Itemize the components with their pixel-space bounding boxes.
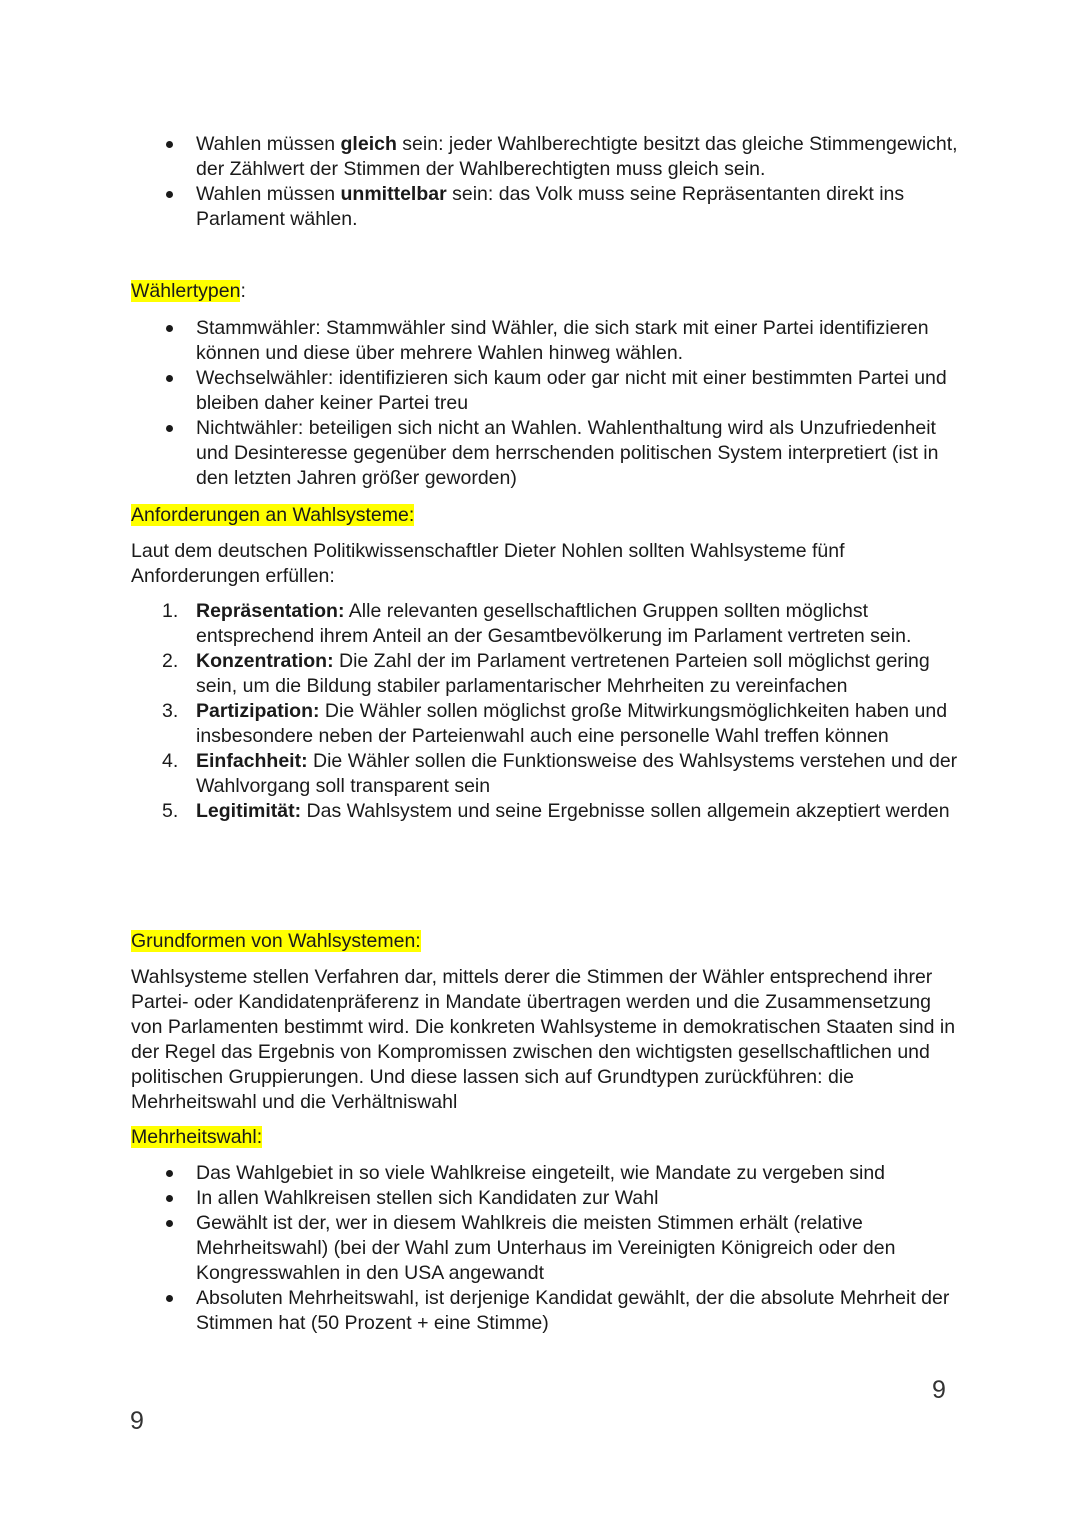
highlighted-heading: Wählertypen — [131, 280, 241, 302]
bold-term: Einfachheit: — [196, 750, 308, 772]
page-number-right: 9 — [932, 1376, 946, 1404]
list-number: 2. — [162, 650, 179, 672]
list-item: Wechselwähler: identifizieren sich kaum oder gar nicht mit einer bestimmten Partei und bleiben daher keiner Partei treu — [131, 366, 961, 416]
bold-term: Konzentration: — [196, 650, 334, 672]
heading-waehlertypen: Wählertypen: — [131, 280, 246, 302]
list-item: Wahlen müssen gleich sein: jeder Wahlberechtigte besitzt das gleiche Stimmengewicht, der Zählwert der Stimmen der Wahlberechtigten muss gleich sein. — [131, 132, 961, 182]
waehlertypen-list — [131, 316, 961, 491]
list-item: 5. Legitimität: Das Wahlsystem und seine Ergebnisse sollen allgemein akzeptiert werden — [162, 800, 950, 822]
list-number: 1. — [162, 600, 179, 622]
list-number: 3. — [162, 700, 179, 722]
list-item: Absoluten Mehrheitswahl, ist derjenige Kandidat gewählt, der die absolute Mehrheit der Stimmen hat (50 Prozent + eine Stimme) — [131, 1286, 961, 1336]
list-item: Stammwähler: Stammwähler sind Wähler, die sich stark mit einer Partei identifizieren können und diese über mehrere Wahlen hinweg wählen. — [131, 316, 961, 366]
grundformen-text: Wahlsysteme stellen Verfahren dar, mittels derer die Stimmen der Wähler entsprechend ihrer Partei- oder Kandidatenpräferenz in Mandate übertragen werden und die Zusammensetzung von Parlamenten bestimmt wird. Die konkreten Wahlsysteme in demokratischen Staaten sind in der Regel das Ergebnis von Kompromissen zwischen den wichtigsten gesellschaftlichen und politischen Gruppierungen. Und diese lassen sich auf Grundtypen zurückführen: die Mehrheitswahl und die Verhältniswahl — [131, 966, 956, 1113]
bold-term: Legitimität: — [196, 800, 302, 822]
heading-grundformen — [131, 929, 961, 954]
heading-anforderungen — [131, 503, 961, 528]
list-item: 1. Repräsentation: Alle relevanten gesellschaftlichen Gruppen sollten möglichst entsprechend ihrem Anteil an der Gesamtbevölkerung im Parlament vertreten sein. — [162, 600, 912, 647]
list-item: Wahlen müssen unmittelbar sein: das Volk muss seine Repräsentanten direkt ins Parlament wählen. — [131, 182, 961, 232]
list-item: Das Wahlgebiet in so viele Wahlkreise eingeteilt, wie Mandate zu vergeben sind — [131, 1161, 961, 1186]
highlighted-heading: Anforderungen an Wahlsysteme: — [131, 504, 415, 526]
bold-term: Repräsentation: — [196, 600, 345, 622]
anforderungen-intro: Laut dem deutschen Politikwissenschaftler Dieter Nohlen sollten Wahlsysteme fünf Anforderungen erfüllen: — [131, 540, 845, 587]
list-number: 4. — [162, 750, 179, 772]
bold-term: Partizipation: — [196, 700, 320, 722]
anforderungen-list — [131, 599, 961, 824]
bold-term: gleich — [340, 133, 397, 155]
mehrheitswahl-list — [131, 1161, 961, 1336]
list-number: 5. — [162, 800, 179, 822]
list-item: In allen Wahlkreisen stellen sich Kandidaten zur Wahl — [131, 1186, 961, 1211]
highlighted-heading: Mehrheitswahl: — [131, 1126, 263, 1148]
page-number-left: 9 — [130, 1407, 144, 1435]
list-item: Gewählt ist der, wer in diesem Wahlkreis die meisten Stimmen erhält (relative Mehrheitswahl) (bei der Wahl zum Unterhaus im Vereinigten Königreich oder den Kongresswahlen in den USA angewandt — [131, 1211, 961, 1286]
list-item: 3. Partizipation: Die Wähler sollen möglichst große Mitwirkungsmöglichkeiten haben und insbesondere neben der Parteienwahl auch eine personelle Wahl treffen können — [162, 700, 948, 747]
heading-mehrheitswahl — [131, 1125, 961, 1150]
highlighted-heading: Grundformen von Wahlsystemen: — [131, 930, 421, 952]
list-item: 4. Einfachheit: Die Wähler sollen die Funktionsweise des Wahlsystems verstehen und der Wahlvorgang soll transparent sein — [162, 750, 958, 797]
list-item: Nichtwähler: beteiligen sich nicht an Wahlen. Wahlenthaltung wird als Unzufriedenheit und Desinteresse gegenüber dem herrschenden politischen System interpretiert (ist in den letzten Jahren größer geworden) — [131, 416, 961, 491]
bold-term: unmittelbar — [340, 183, 447, 205]
wahlgrundsaetze-list — [131, 132, 961, 232]
list-item: 2. Konzentration: Die Zahl der im Parlament vertretenen Parteien soll möglichst gering sein, um die Bildung stabiler parlamentarischer Mehrheiten zu vereinfachen — [162, 650, 930, 697]
